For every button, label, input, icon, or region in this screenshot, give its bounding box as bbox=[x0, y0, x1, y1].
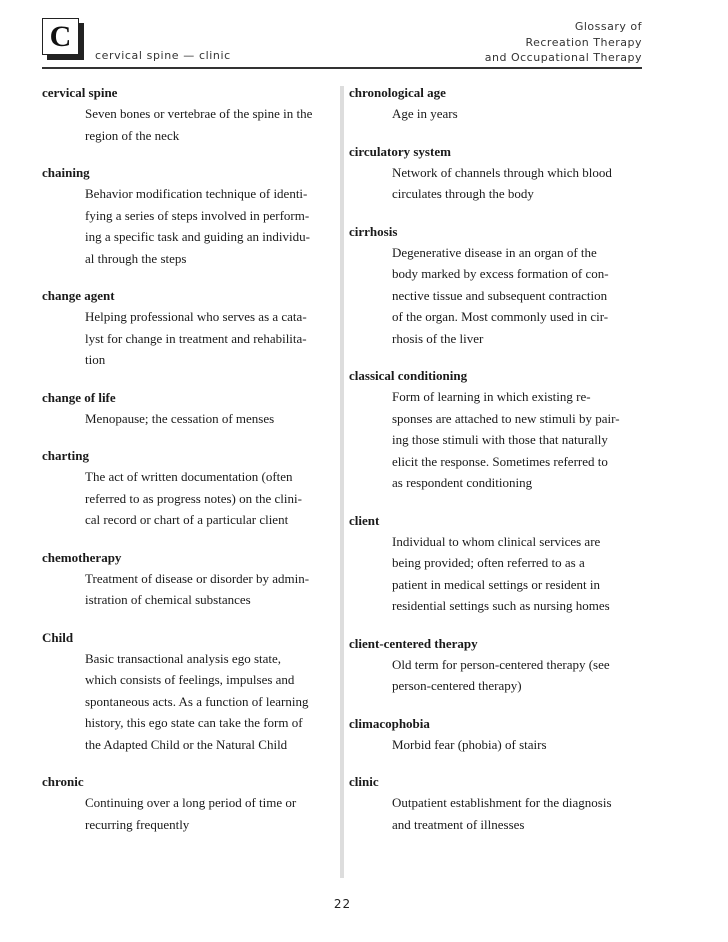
glossary-term: chaining bbox=[42, 165, 90, 180]
glossary-term: circulatory system bbox=[349, 143, 451, 159]
definition-line: ing those stimuli with those that naturally bbox=[392, 432, 608, 447]
glossary-entry bbox=[42, 388, 340, 430]
header-rule bbox=[42, 67, 642, 69]
glossary-definition bbox=[42, 568, 340, 611]
glossary-definition bbox=[349, 242, 644, 350]
definition-line: Helping professional who serves as a cata- bbox=[85, 309, 307, 324]
definition-line: region of the neck bbox=[85, 127, 180, 143]
definition-line: cal record or chart of a particular client bbox=[85, 512, 289, 527]
glossary-term: climacophobia bbox=[349, 715, 430, 731]
book-title-line: Glossary of bbox=[574, 20, 642, 33]
definition-line: tion bbox=[85, 352, 106, 367]
definition-line: ing a specific task and guiding an individu- bbox=[85, 229, 310, 244]
glossary-term: chronological age bbox=[349, 85, 446, 100]
definition-line: sponses are attached to new stimuli by pair- bbox=[392, 410, 620, 426]
glossary-entry bbox=[349, 366, 644, 494]
glossary-term: change of life bbox=[42, 389, 116, 405]
glossary-definition bbox=[349, 103, 644, 125]
definition-line: person-centered therapy) bbox=[392, 678, 522, 693]
definition-line: istration of chemical substances bbox=[85, 592, 251, 607]
glossary-definition bbox=[349, 162, 644, 205]
definition-line: lyst for change in treatment and rehabilita- bbox=[85, 330, 307, 346]
definition-line: circulates through the body bbox=[392, 186, 534, 201]
glossary-term: Child bbox=[42, 629, 74, 645]
glossary-entry bbox=[42, 163, 340, 269]
definition-line: Form of learning in which existing re- bbox=[392, 389, 591, 404]
running-head: cervical spine — clinic bbox=[95, 49, 231, 62]
definition-line: Individual to whom clinical services are bbox=[392, 533, 601, 549]
glossary-term: cirrhosis bbox=[349, 223, 398, 239]
glossary-entry bbox=[349, 772, 644, 835]
definition-line: spontaneous acts. As a function of learning bbox=[85, 693, 309, 709]
glossary-definition bbox=[42, 408, 340, 430]
glossary-entry bbox=[349, 83, 644, 125]
glossary-definition bbox=[349, 734, 644, 756]
book-title-line: Recreation Therapy bbox=[525, 35, 642, 49]
section-letter: C bbox=[42, 18, 79, 55]
glossary-entry bbox=[349, 222, 644, 350]
glossary-definition bbox=[349, 654, 644, 697]
definition-line: Outpatient establishment for the diagnosis bbox=[392, 795, 612, 810]
column-divider bbox=[340, 86, 344, 878]
definition-line: elicit the response. Sometimes referred to bbox=[392, 453, 608, 469]
glossary-entry bbox=[42, 286, 340, 371]
definition-line: Basic transactional analysis ego state, bbox=[85, 650, 282, 666]
definition-line: Age in years bbox=[392, 106, 458, 121]
glossary-entry bbox=[42, 548, 340, 611]
glossary-entry bbox=[42, 83, 340, 146]
glossary-term: chemotherapy bbox=[42, 549, 122, 565]
definition-line: which consists of feelings, impulses and bbox=[85, 672, 295, 687]
definition-line: Continuing over a long period of time or bbox=[85, 795, 297, 810]
glossary-definition bbox=[42, 466, 340, 531]
glossary-definition bbox=[42, 648, 340, 756]
glossary-definition bbox=[42, 103, 340, 146]
definition-line: Seven bones or vertebrae of the spine in the bbox=[85, 106, 313, 121]
book-title bbox=[485, 19, 642, 66]
definition-line: history, this ego state can take the form of bbox=[85, 715, 303, 730]
definition-line: body marked by excess formation of con- bbox=[392, 266, 609, 281]
left-column bbox=[42, 83, 340, 835]
glossary-term: chronic bbox=[42, 774, 84, 789]
glossary-definition bbox=[349, 531, 644, 617]
glossary-entry bbox=[42, 772, 340, 835]
glossary-term: client bbox=[349, 512, 380, 528]
glossary-definition bbox=[42, 306, 340, 371]
book-title-line: and Occupational Therapy bbox=[484, 51, 642, 64]
definition-line: residential settings such as nursing homes bbox=[392, 598, 610, 613]
glossary-term: charting bbox=[42, 448, 89, 463]
glossary-entry bbox=[349, 714, 644, 756]
glossary-definition bbox=[42, 183, 340, 269]
definition-line: the Adapted Child or the Natural Child bbox=[85, 736, 288, 752]
definition-line: patient in medical settings or resident in bbox=[392, 576, 600, 592]
definition-line: Morbid fear (phobia) of stairs bbox=[392, 736, 547, 752]
page-number: 22 bbox=[333, 897, 352, 911]
right-column bbox=[349, 83, 644, 835]
definition-line: The act of written documentation (often bbox=[85, 469, 293, 484]
glossary-term: cervical spine bbox=[42, 85, 118, 100]
definition-line: rhosis of the liver bbox=[392, 330, 484, 346]
definition-line: Menopause; the cessation of menses bbox=[85, 410, 275, 426]
definition-line: referred to as progress notes) on the clini- bbox=[85, 490, 302, 506]
glossary-definition bbox=[349, 792, 644, 835]
glossary-definition bbox=[42, 792, 340, 835]
definition-line: and treatment of illnesses bbox=[392, 816, 525, 832]
glossary-entry bbox=[349, 142, 644, 205]
definition-line: of the organ. Most commonly used in cir- bbox=[392, 309, 609, 324]
definition-line: al through the steps bbox=[85, 250, 187, 266]
glossary-term: clinic bbox=[349, 774, 379, 789]
glossary-entry bbox=[42, 446, 340, 531]
definition-line: nective tissue and subsequent contraction bbox=[392, 287, 608, 303]
definition-line: Treatment of disease or disorder by admin- bbox=[85, 570, 310, 586]
glossary-entry bbox=[349, 634, 644, 697]
definition-line: Degenerative disease in an organ of the bbox=[392, 244, 597, 260]
definition-line: Old term for person-centered therapy (see bbox=[392, 656, 610, 672]
definition-line: recurring frequently bbox=[85, 816, 190, 832]
glossary-entry bbox=[349, 511, 644, 617]
definition-line: Network of channels through which blood bbox=[392, 164, 612, 180]
glossary-entry bbox=[42, 628, 340, 756]
definition-line: being provided; often referred to as a bbox=[392, 555, 585, 570]
glossary-term: classical conditioning bbox=[349, 368, 468, 383]
section-letter-badge bbox=[42, 18, 82, 58]
glossary-definition bbox=[349, 386, 644, 494]
definition-line: fying a series of steps involved in perform- bbox=[85, 207, 310, 223]
definition-line: Behavior modification technique of identi- bbox=[85, 186, 308, 201]
definition-line: as respondent conditioning bbox=[392, 475, 533, 490]
glossary-term: client-centered therapy bbox=[349, 635, 478, 651]
glossary-term: change agent bbox=[42, 288, 115, 303]
